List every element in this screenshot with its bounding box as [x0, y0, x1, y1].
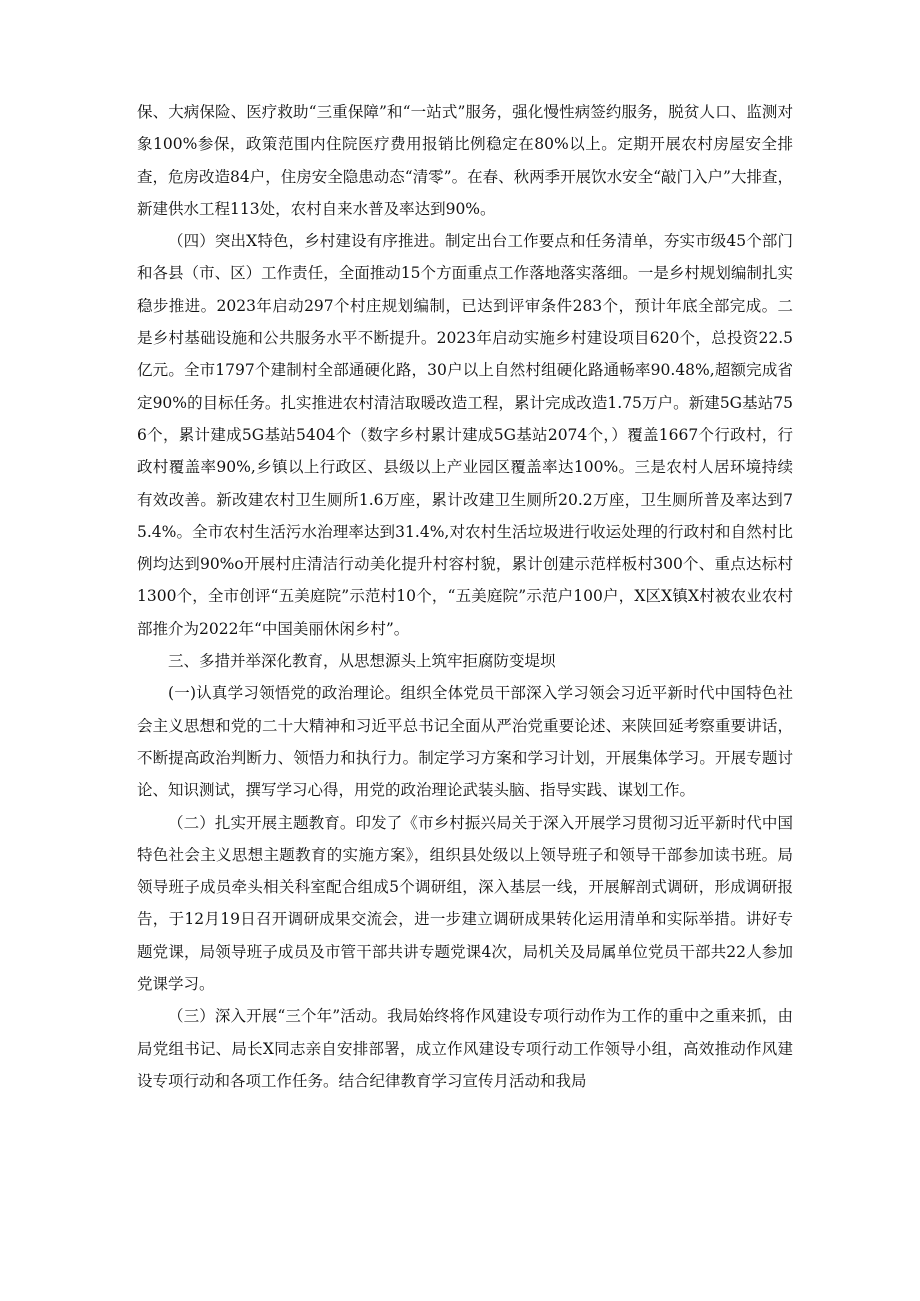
paragraph-continued: 保、大病保险、医疗救助“三重保障”和“一站式”服务，强化慢性病签约服务，脱贫人口、监测对象100%参保，政策范围内住院医疗费用报销比例稳定在80%以上。定期开展农村房屋安全排查，危房改造84户，住房安全隐患动态“清零”。在春、秋两季开展饮水安全“敲门入户”大排查，新建供水工程113处，农村自来水普及率达到90%。	[137, 103, 793, 218]
paragraph-political-theory: (一)认真学习领悟党的政治理论。组织全体党员干部深入学习领会习近平新时代中国特色社会主义思想和党的二十大精神和习近平总书记全面从严治党重要论述、来陕回延考察重要讲话，不断提高政治判断力、领悟力和执行力。制定学习方案和学习计划，开展集体学习。开展专题讨论、知识测试，撰写学习心得，用党的政治理论武装头脑、指导实践、谋划工作。	[137, 684, 793, 800]
paragraph-three-years-activity: （三）深入开展“三个年”活动。我局始终将作风建设专项行动作为工作的重中之重来抓，由局党组书记、局长X同志亲自安排部署，成立作风建设专项行动工作领导小组，高效推动作风建设专项行动和各项工作任务。结合纪律教育学习宣传月活动和我局	[137, 1007, 793, 1090]
paragraph-rural-construction: （四）突出X特色，乡村建设有序推进。制定出台工作要点和任务清单，夯实市级45个部门和各县（市、区）工作责任，全面推动15个方面重点工作落地落实落细。一是乡村规划编制扎实稳步推进。2023年启动297个村庄规划编制，已达到评审条件283个，预计年底全部完成。二是乡村基础设施和公共服务水平不断提升。2023年启动实施乡村建设项目620个，总投资22.5亿元。全市1797个建制村全部通硬化路，30户以上自然村组硬化路通畅率90.48%,超额完成省定90%的目标任务。扎实推进农村清洁取暖改造工程，累计完成改造1.75万户。新建5G基站756个，累计建成5G基站5404个（数字乡村累计建成5G基站2074个，）覆盖1667个行政村，行政村覆盖率90%,乡镇以上行政区、县级以上产业园区覆盖率达100%。三是农村人居环境持续有效改善。新改建农村卫生厕所1.6万座，累计改建卫生厕所20.2万座，卫生厕所普及率达到75.4%。全市农村生活污水治理率达到31.4%,对农村生活垃圾进行收运处理的行政村和自然村比例均达到90%o开展村庄清洁行动美化提升村容村貌，累计创建示范样板村300个、重点达标村1300个，全市创评“五美庭院”示范村10个，“五美庭院”示范户100户，X区X镇X村被农业农村部推介为2022年“中国美丽休闲乡村”。	[137, 232, 793, 638]
section-heading-education: 三、多措并举深化教育，从思想源头上筑牢拒腐防变堤坝	[168, 652, 556, 671]
document-body	[137, 96, 793, 1097]
paragraph-theme-education: （二）扎实开展主题教育。印发了《市乡村振兴局关于深入开展学习贯彻习近平新时代中国特色社会主义思想主题教育的实施方案》，组织县处级以上领导班子和领导干部参加读书班。局领导班子成员牵头相关科室配合组成5个调研组，深入基层一线，开展解剖式调研，形成调研报告，于12月19日召开调研成果交流会，进一步建立调研成果转化运用清单和实际举措。讲好专题党课，局领导班子成员及市管干部共讲专题党课4次，局机关及局属单位党员干部共22人参加党课学习。	[137, 813, 793, 994]
